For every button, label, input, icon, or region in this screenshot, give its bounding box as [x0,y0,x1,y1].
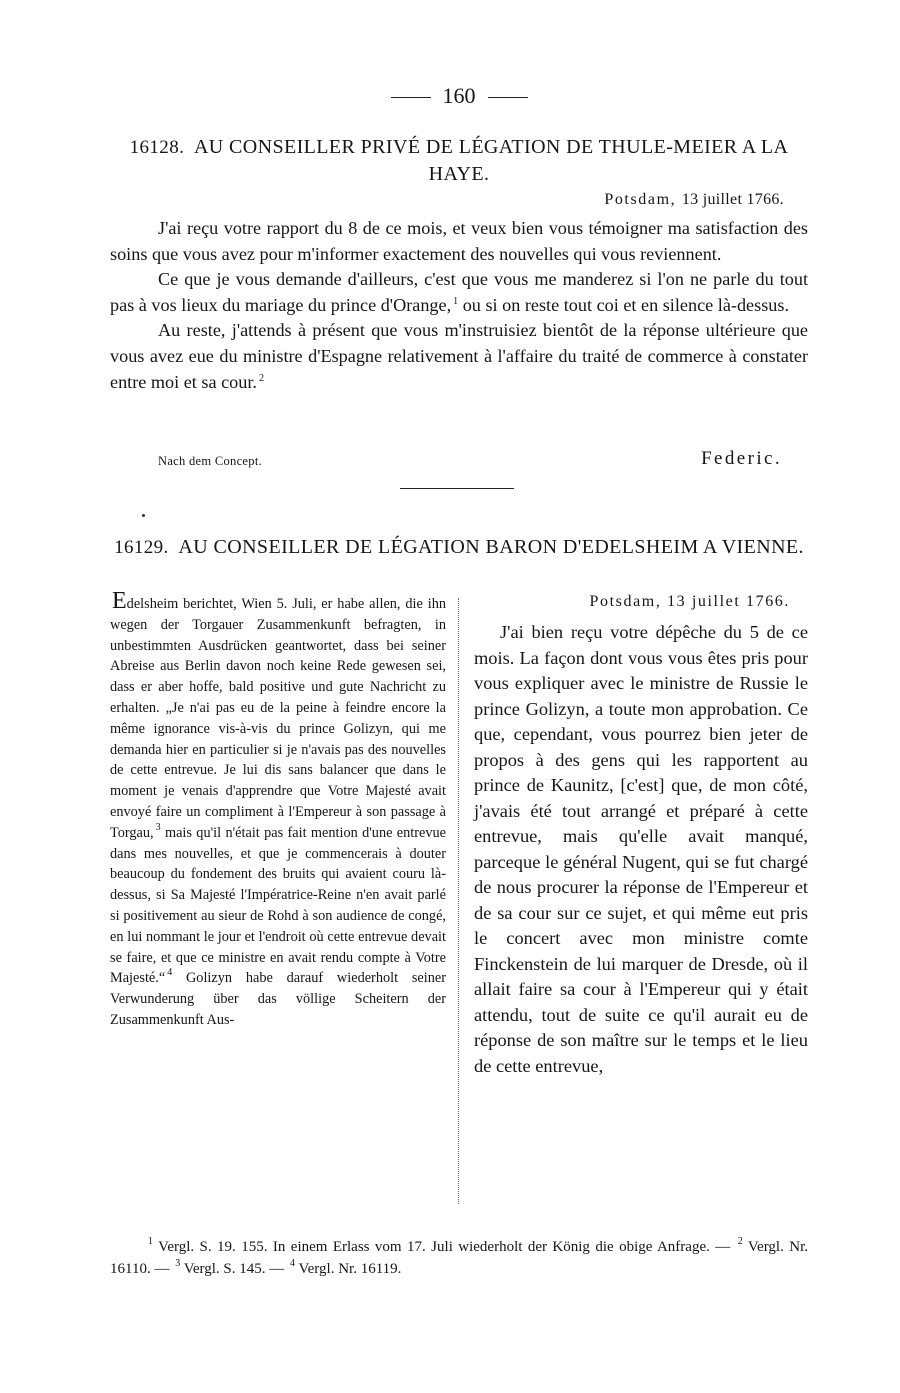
letter-paragraph [110,267,808,318]
footnote-mark: 3 [175,1258,181,1269]
letter-paragraph: J'ai reçu votre rapport du 8 de ce mois, et veux bien vous témoigner ma satisfaction des soins que vous avez pour m'informer exactement des nouvelles qui vous reviennent. [110,218,808,264]
letter-paragraph [110,318,808,395]
letter-16129-heading [110,534,808,561]
document-page [110,0,808,1393]
page-number-dash-right [488,97,528,98]
source-note: Nach dem Concept. [158,454,263,468]
footnote-mark: 4 [290,1258,295,1269]
page-number-text: 160 [442,83,476,108]
footnote-mark: 1 [453,295,459,307]
page-number-dash-left [391,97,431,98]
letter-16128-body [110,216,808,395]
footnote-mark: 4 [167,967,173,979]
letter-title: AU CONSEILLER DE LÉGATION BARON D'EDELSHEIM A VIENNE. [178,536,804,558]
section-divider [400,488,514,489]
dateline-date: 13 juillet 1766. [681,191,784,208]
footnote-block [110,1236,808,1280]
paragraph-text: Ce que je vous demande d'ailleurs, c'est que vous me manderez si l'on ne parle du tout pas à vos lieux du mariage du prince d'Orange, [110,269,808,315]
letter-16128-closing [110,448,808,472]
footnote-mark: 2 [258,372,264,384]
signature: Federic. [701,448,782,469]
footnote-mark: 2 [737,1236,743,1247]
letter-number: 16129. [114,537,169,558]
print-speck [142,514,145,517]
dateline-place: Potsdam, [589,593,662,610]
letter-16128-dateline [604,190,784,210]
footnote-mark: 1 [148,1236,153,1247]
footnote-text: Vergl. Nr. 16119. [298,1261,402,1277]
footnote-text: Vergl. S. 145. — [183,1261,285,1277]
report-summary-column [110,588,447,1031]
reply-text: J'ai bien reçu votre dépêche du 5 de ce mois. La façon dont vous vous êtes pris pour vous expliquer avec le ministre de Russie le prince Golizyn, a toute mon approbation. Ce que, cependant, vous pourrez bien jeter de propos à des gens qui les rapportent au prince de Kaunitz, [c'est] que, de mon côté, j'avais été tout arrangé et préparé à cette entrevue, mais qu'elle avait manqué, parceque le général Nugent, qui se fut chargé de nous procurer la réponse de l'Empereur et de sa cour sur ce sujet, et qui même eut pris le concert avec mon ministre comte Finckenstein de lui marquer de Dresde, où il allait faire sa cour à l'Empereur qui y était attendu, tout de suite ce qu'il aurait eu de réponse de son maître sur le temps et le lieu de cette entrevue, [474,622,808,1076]
paragraph-text: Au reste, j'attends à présent que vous m'instruisiez bientôt de la réponse ultérieure que vous avez eue du ministre d'Espagne relativement à l'affaire du traité de commerce à constater entre moi et sa cour. [110,320,808,392]
page-number [110,82,808,110]
footnote-mark: 3 [155,821,161,833]
letter-title: AU CONSEILLER PRIVÉ DE LÉGATION DE THULE-MEIER A LA HAYE. [193,136,789,185]
reply-column [474,620,808,1079]
column-divider [458,598,459,1204]
dateline-date: 13 juillet 1766. [667,593,790,610]
summary-text: mais qu'il n'était pas fait mention d'une entrevue dans mes nouvelles, et que je commencerais à douter beaucoup du fondement des bruits qui avaient couru là-dessus, si Sa Majesté l'Impératrice-Reine n'en avait parlé si positivement au sieur de Rohd à son audience de congé, en lui nommant le jour et l'endroit où cette entrevue devait se faire, et que ce ministre en avait rendu compte à Votre Majesté.“ [110,824,447,987]
footnote-text: Vergl. S. 19. 155. In einem Erlass vom 17. Juli wiederholt der König die obige Anfrage. — [158,1239,731,1255]
footnote-text: Vergl. Nr. 16110. — [110,1239,809,1277]
footnotes [110,1236,808,1280]
summary-text: Golizyn habe darauf wiederholt seiner Verwunderung über das völlige Scheitern der Zusammenkunft Aus- [110,970,446,1028]
paragraph-text: ou si on reste tout coi et en silence là-dessus. [462,294,789,315]
summary-text: delsheim berichtet, Wien 5. Juli, er habe allen, die ihn wegen der Torgauer Zusammenkunft befragten, in unbestimmten Ausdrücken geantwortet, dass bei seiner Abreise aus Berlin davon noch keine Rede gewesen sei, dass er aber hoffe, bald positive und gute Nachricht zu erhalten. „Je n'ai pas eu de la peine à feindre encore la même ignorance vis-à-vis du prince Golizyn, qui me demanda hier en particulier si je n'avais pas des nouvelles de cette entrevue. Je lui dis sans balancer que dans le moment je venais d'apprendre que Votre Majesté avait envoyé faire un compliment à l'Empereur à son passage à Torgau, [110,596,446,841]
initial-capital: E [112,588,127,614]
dateline-place: Potsdam, [604,191,677,208]
letter-16128-heading [110,134,808,187]
letter-number: 16128. [129,137,185,158]
letter-16129-dateline [590,592,790,612]
report-summary [110,588,447,1031]
